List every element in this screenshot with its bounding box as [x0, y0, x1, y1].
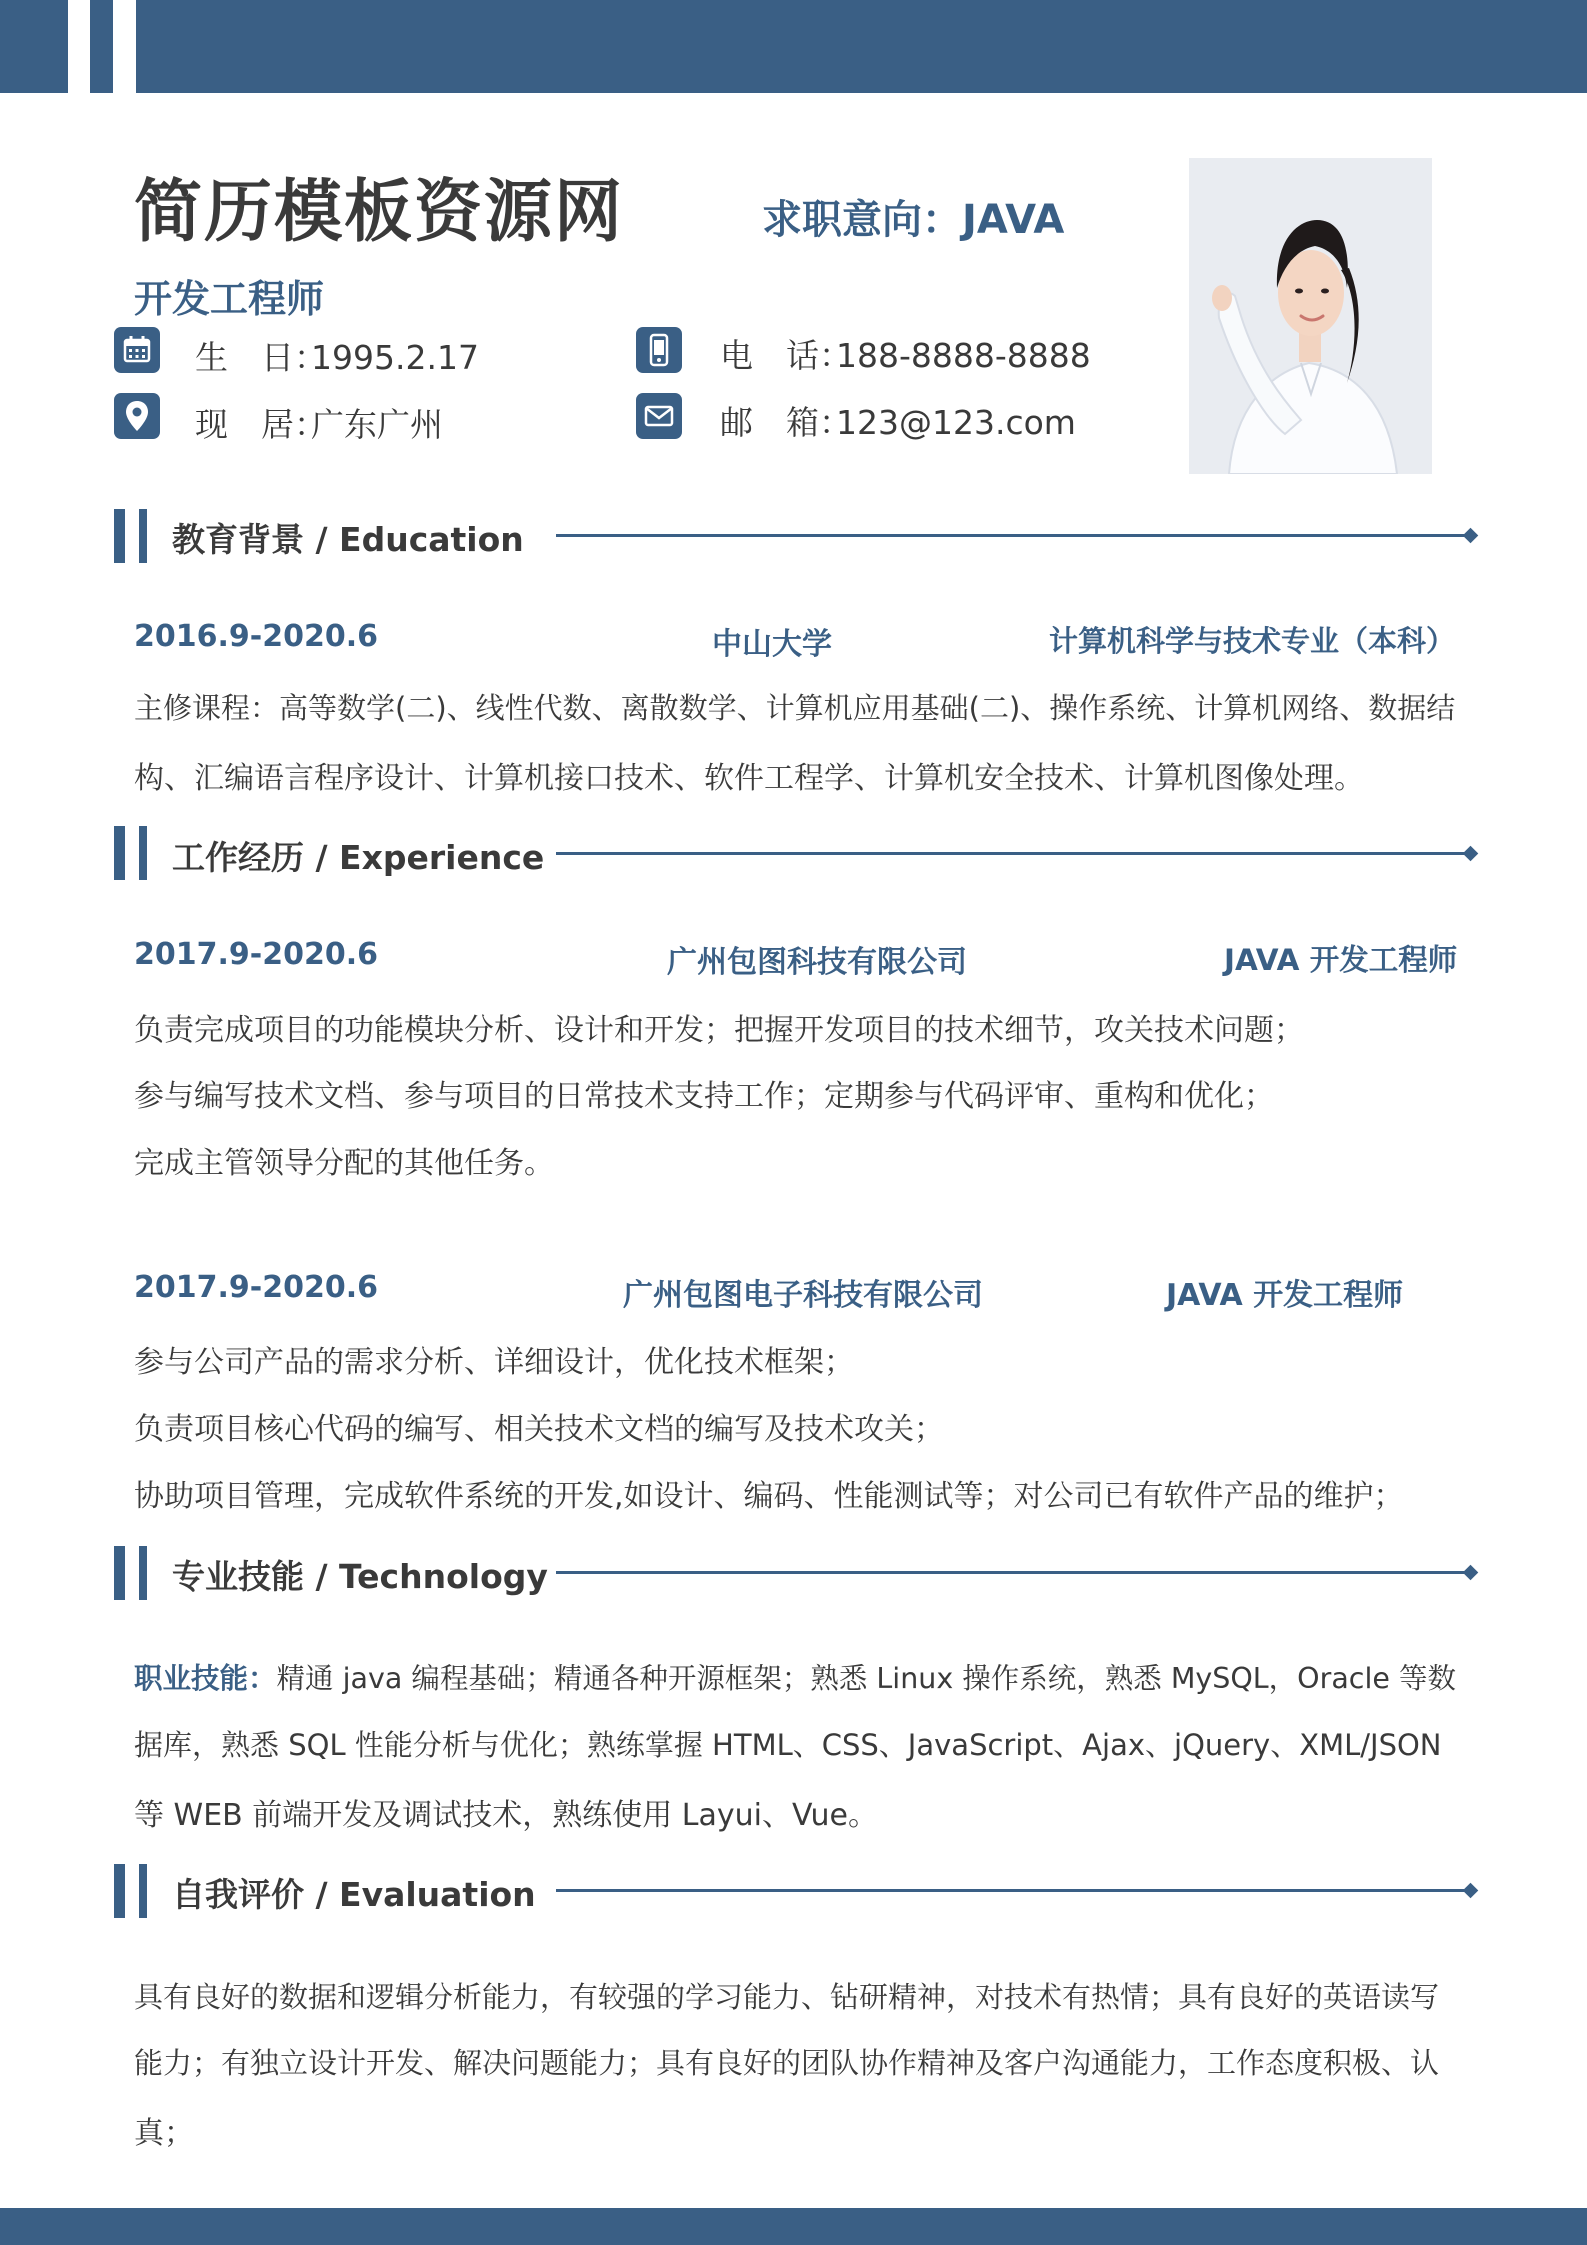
- experience-heading: 工作经历 / Experience: [172, 838, 545, 877]
- job-1-role: JAVA 开发工程师: [1224, 943, 1458, 977]
- education-courses-line-1: 主修课程：高等数学(二)、线性代数、离散数学、计算机应用基础(二)、操作系统、计算机网络、数据结: [134, 691, 1456, 725]
- technology-marker: [114, 1546, 125, 1600]
- job-2-company: 广州包图电子科技有限公司: [623, 1278, 983, 1313]
- person-illustration: [1189, 158, 1432, 474]
- job-1-company: 广州包图科技有限公司: [667, 945, 967, 980]
- calendar-icon: [114, 327, 160, 373]
- birth-value: 1995.2.17: [311, 338, 479, 377]
- evaluation-divider: [556, 1889, 1470, 1892]
- job-title: 开发工程师: [134, 277, 325, 321]
- technology-divider: [556, 1571, 1470, 1574]
- education-marker: [114, 509, 125, 563]
- phone-value: 188-8888-8888: [836, 336, 1091, 375]
- education-courses-line-2: 构、汇编语言程序设计、计算机接口技术、软件工程学、计算机安全技术、计算机图像处理。: [134, 761, 1364, 796]
- header-stripe-2: [90, 0, 113, 93]
- evaluation-line-1: 具有良好的数据和逻辑分析能力，有较强的学习能力、钻研精神，对技术有热情；具有良好的英语读写: [134, 1980, 1440, 2014]
- job-1-line-3: 完成主管领导分配的其他任务。: [134, 1146, 554, 1181]
- education-divider: [556, 534, 1470, 537]
- evaluation-divider-end: [1463, 1883, 1479, 1899]
- residence-value: 广东广州: [311, 405, 443, 444]
- evaluation-line-3: 真；: [134, 2116, 194, 2151]
- birth-label: 生 日：: [195, 338, 327, 377]
- experience-marker: [114, 826, 125, 880]
- residence-info: [195, 399, 443, 446]
- education-period: 2016.9-2020.6: [134, 619, 378, 654]
- experience-divider-end: [1463, 846, 1479, 862]
- education-school: 中山大学: [712, 627, 832, 662]
- header-stripe-1: [0, 0, 68, 93]
- technology-label: 职业技能：: [134, 1662, 277, 1695]
- header-bar: [136, 0, 1587, 93]
- technology-divider-end: [1463, 1565, 1479, 1581]
- location-pin-icon: [114, 393, 160, 439]
- job-2-line-2: 负责项目核心代码的编写、相关技术文档的编写及技术攻关；: [134, 1412, 944, 1447]
- footer-bar: [0, 2208, 1587, 2245]
- education-marker-2: [139, 509, 147, 563]
- evaluation-marker: [114, 1864, 125, 1918]
- phone-info: [720, 330, 1091, 377]
- job-1-line-1: 负责完成项目的功能模块分析、设计和开发；把握开发项目的技术细节，攻关技术问题；: [134, 1013, 1304, 1048]
- phone-icon: [636, 327, 682, 373]
- technology-marker-2: [139, 1546, 147, 1600]
- phone-label: 电 话：: [720, 336, 852, 375]
- education-heading: 教育背景 / Education: [172, 520, 524, 559]
- experience-divider: [556, 852, 1470, 855]
- technology-text-1: 精通 java 编程基础；精通各种开源框架；熟悉 Linux 操作系统，熟悉 MySQL，Oracle 等数: [276, 1662, 1456, 1695]
- email-label: 邮 箱：: [720, 403, 852, 442]
- job-1-period: 2017.9-2020.6: [134, 937, 378, 972]
- resume-name: 简历模板资源网: [134, 173, 625, 252]
- technology-line-2: 据库，熟悉 SQL 性能分析与优化；熟练掌握 HTML、CSS、JavaScript、Ajax、jQuery、XML/JSON: [134, 1728, 1442, 1762]
- technology-heading: 专业技能 / Technology: [172, 1557, 548, 1596]
- education-divider-end: [1463, 528, 1479, 544]
- job-1-line-2: 参与编写技术文档、参与项目的日常技术支持工作；定期参与代码评审、重构和优化；: [134, 1079, 1274, 1114]
- evaluation-line-2: 能力；有独立设计开发、解决问题能力；具有良好的团队协作精神及客户沟通能力，工作态度积极、认: [134, 2046, 1440, 2080]
- evaluation-heading: 自我评价 / Evaluation: [172, 1875, 536, 1914]
- residence-label: 现 居：: [195, 405, 327, 444]
- profile-photo: [1189, 158, 1432, 474]
- technology-line-1: [134, 1656, 1456, 1697]
- job-2-line-3: 协助项目管理，完成软件系统的开发,如设计、编码、性能测试等；对公司已有软件产品的维护；: [134, 1479, 1404, 1514]
- evaluation-marker-2: [139, 1864, 147, 1918]
- birth-info: [195, 332, 479, 379]
- job-2-role: JAVA 开发工程师: [1166, 1278, 1404, 1313]
- experience-marker-2: [139, 826, 147, 880]
- job-2-period: 2017.9-2020.6: [134, 1270, 378, 1305]
- email-value: 123@123.com: [836, 403, 1076, 442]
- technology-line-3: 等 WEB 前端开发及调试技术，熟练使用 Layui、Vue。: [134, 1798, 878, 1833]
- email-info: [720, 397, 1076, 444]
- job-intent: 求职意向：JAVA: [762, 197, 1065, 243]
- mail-icon: [636, 393, 682, 439]
- education-major: 计算机科学与技术专业（本科）: [1049, 624, 1456, 658]
- job-2-line-1: 参与公司产品的需求分析、详细设计，优化技术框架；: [134, 1345, 854, 1380]
